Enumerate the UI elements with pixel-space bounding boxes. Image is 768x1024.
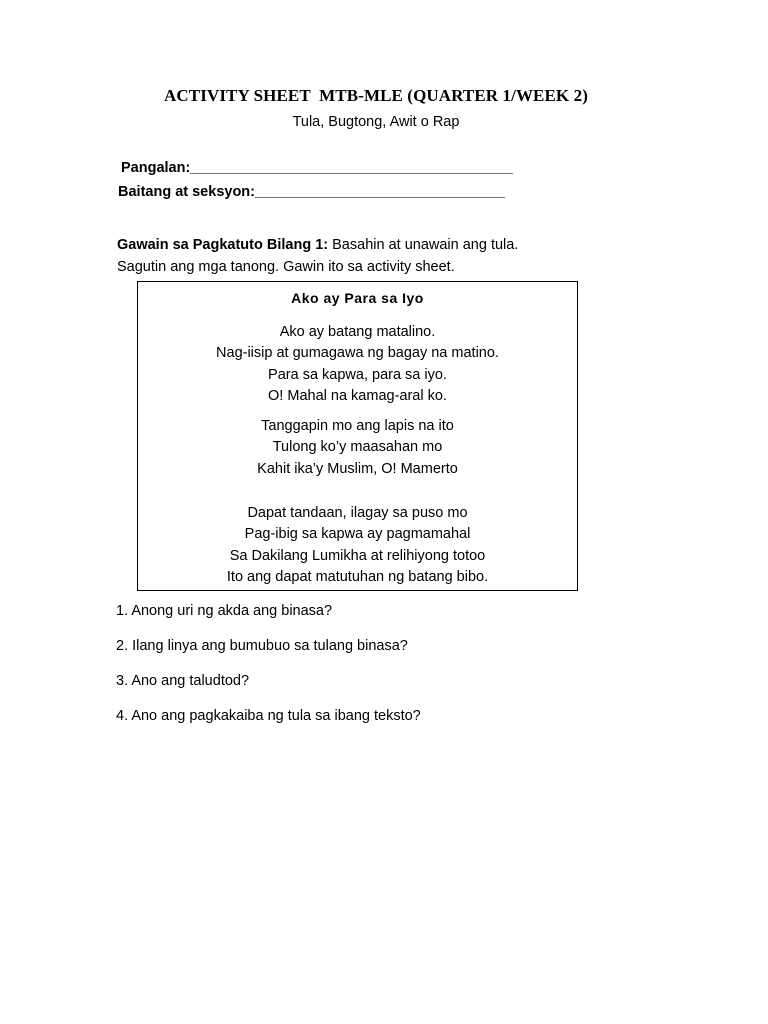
name-field	[121, 160, 513, 176]
question-4: 4. Ano ang pagkakaiba ng tula sa ibang teksto?	[116, 708, 421, 724]
poem-stanza-2	[138, 416, 577, 480]
name-field-label: Pangalan:	[121, 160, 191, 176]
poem-title: Ako ay Para sa Iyo	[291, 290, 424, 306]
poem-line: O! Mahal na kamag-aral ko.	[268, 387, 447, 404]
poem-line: Para sa kapwa, para sa iyo.	[268, 366, 447, 383]
poem-stanza-3	[138, 503, 577, 588]
poem-line: Sa Dakilang Lumikha at relihiyong totoo	[229, 547, 486, 564]
instruction-line-2: Sagutin ang mga tanong. Gawin ito sa activity sheet.	[117, 259, 455, 275]
instruction-line-1	[117, 234, 677, 256]
question-2: 2. Ilang linya ang bumubuo sa tulang binasa?	[116, 638, 408, 654]
poem-line: Pag-ibig sa kapwa ay pagmamahal	[244, 526, 471, 543]
poem-line: Kahit ika’y Muslim, O! Mamerto	[257, 460, 458, 477]
instruction-text-1: Basahin at unawain ang tula.	[328, 237, 519, 253]
page-subtitle: Tula, Bugtong, Awit o Rap	[292, 114, 460, 130]
grade-section-field	[118, 184, 505, 200]
poem-line: Nag-iisip at gumagawa ng bagay na matino.	[216, 345, 499, 362]
activity-heading: Gawain sa Pagkatuto Bilang 1:	[117, 237, 329, 253]
poem-line: Ito ang dapat matutuhan ng batang bibo.	[226, 568, 489, 585]
poem-box	[137, 281, 578, 591]
poem-line: Ako ay batang matalino.	[279, 324, 436, 340]
poem-line: Tulong ko’y maasahan mo	[272, 439, 443, 456]
grade-section-blank: _______________________________	[255, 184, 505, 200]
poem-stanza-1	[138, 322, 577, 407]
question-3: 3. Ano ang taludtod?	[116, 673, 250, 689]
name-field-blank: ________________________________________	[190, 160, 513, 176]
page-title: ACTIVITY SHEET MTB-MLE (QUARTER 1/WEEK 2)	[164, 86, 588, 105]
poem-line: Tanggapin mo ang lapis na ito	[261, 418, 454, 434]
poem-line: Dapat tandaan, ilagay sa puso mo	[247, 505, 468, 521]
question-1: 1. Anong uri ng akda ang binasa?	[116, 603, 333, 619]
grade-section-label: Baitang at seksyon:	[118, 184, 255, 200]
